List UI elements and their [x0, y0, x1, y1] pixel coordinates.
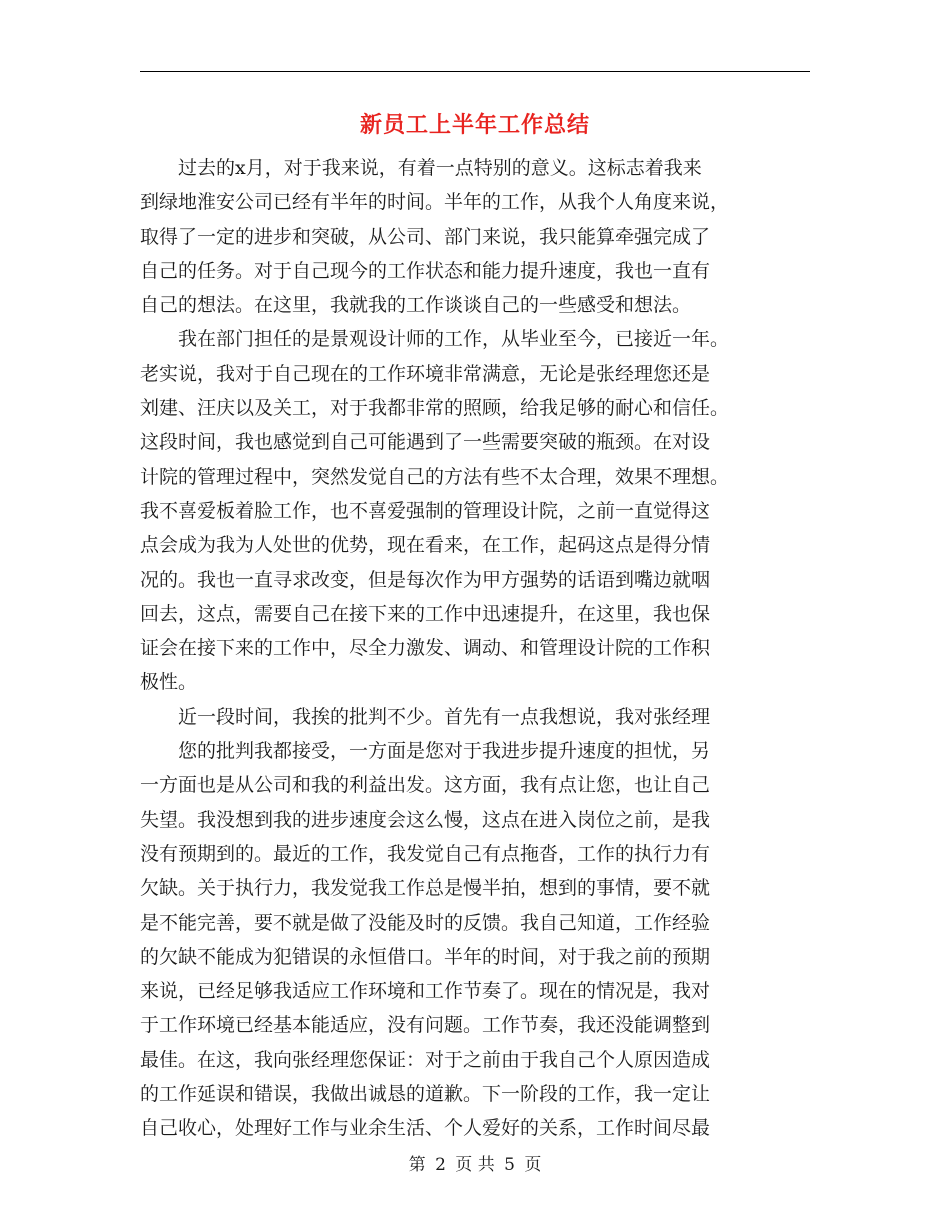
paragraph-3 — [140, 700, 800, 1146]
page-footer — [0, 1153, 950, 1177]
text-line: 回去，这点，需要自己在接下来的工作中迅速提升，在这里，我也保 — [140, 602, 711, 625]
text-line: 证会在接下来的工作中，尽全力激发、调动、和管理设计院的工作积 — [140, 637, 711, 660]
text-line: 您的批判我都接受，一方面是您对于我进步提升速度的担忧，另 — [178, 740, 711, 763]
text-line: 我不喜爱板着脸工作，也不喜爱强制的管理设计院，之前一直觉得这 — [140, 499, 711, 522]
page-label-prefix: 第 — [408, 1155, 426, 1175]
text-line: 一方面也是从公司和我的利益出发。这方面，我有点让您，也让自己 — [140, 774, 711, 797]
text-line: 没有预期到的。最近的工作，我发觉自己有点拖沓，工作的执行力有 — [140, 842, 711, 865]
text-line: 取得了一定的进步和突破，从公司、部门来说，我只能算牵强完成了 — [140, 225, 711, 248]
page-label-suffix: 页 — [524, 1155, 542, 1175]
text-line: 自己的想法。在这里，我就我的工作谈谈自己的一些感受和想法。 — [140, 294, 692, 317]
text-line: 来说，已经足够我适应工作环境和工作节奏了。现在的情况是，我对 — [140, 980, 711, 1003]
paragraph-2 — [140, 322, 800, 699]
text-line: 是不能完善，要不就是做了没能及时的反馈。我自己知道，工作经验 — [140, 911, 711, 934]
text-line: 最佳。在这，我向张经理您保证：对于之前由于我自己个人原因造成 — [140, 1048, 711, 1071]
total-pages-number: 5 — [504, 1155, 515, 1175]
text-line: 的工作延误和错误，我做出诚恳的道歉。下一阶段的工作，我一定让 — [140, 1083, 711, 1106]
document-body — [140, 151, 800, 1146]
text-line: 计院的管理过程中，突然发觉自己的方法有些不太合理，效果不理想。 — [140, 465, 730, 488]
text-line: 的欠缺不能成为犯错误的永恒借口。半年的时间，对于我之前的预期 — [140, 945, 711, 968]
text-line: 欠缺。关于执行力，我发觉我工作总是慢半拍，想到的事情，要不就 — [140, 877, 711, 900]
text-line: 这段时间，我也感觉到自己可能遇到了一些需要突破的瓶颈。在对设 — [140, 431, 711, 454]
page-label-mid: 页 共 — [455, 1155, 495, 1175]
paragraph-1 — [140, 151, 800, 322]
text-line: 刘建、汪庆以及关工，对于我都非常的照顾，给我足够的耐心和信任。 — [140, 397, 730, 420]
text-line: 况的。我也一直寻求改变，但是每次作为甲方强势的话语到嘴边就咽 — [140, 568, 711, 591]
text-line: 于工作环境已经基本能适应，没有问题。工作节奏，我还没能调整到 — [140, 1014, 711, 1037]
header-rule — [140, 71, 810, 72]
text-line: 过去的x月，对于我来说，有着一点特别的意义。这标志着我来 — [178, 157, 702, 179]
current-page-number: 2 — [435, 1155, 446, 1175]
text-line: 近一段时间，我挨的批判不少。首先有一点我想说，我对张经理 — [178, 705, 711, 728]
text-line: 失望。我没想到我的进步速度会这么慢，这点在进入岗位之前，是我 — [140, 808, 711, 831]
text-line: 点会成为我为人处世的优势，现在看来，在工作，起码这点是得分情 — [140, 534, 711, 557]
document-title: 新员工上半年工作总结 — [359, 112, 590, 138]
text-line: 自己的任务。对于自己现今的工作状态和能力提升速度，我也一直有 — [140, 259, 711, 282]
text-line: 极性。 — [140, 671, 198, 694]
text-line: 我在部门担任的是景观设计师的工作，从毕业至今，已接近一年。 — [178, 328, 730, 351]
text-line: 到绿地淮安公司已经有半年的时间。半年的工作，从我个人角度来说， — [140, 191, 730, 214]
text-line: 老实说，我对于自己现在的工作环境非常满意，无论是张经理您还是 — [140, 362, 711, 385]
text-line: 自己收心，处理好工作与业余生活、个人爱好的关系，工作时间尽最 — [140, 1117, 711, 1140]
